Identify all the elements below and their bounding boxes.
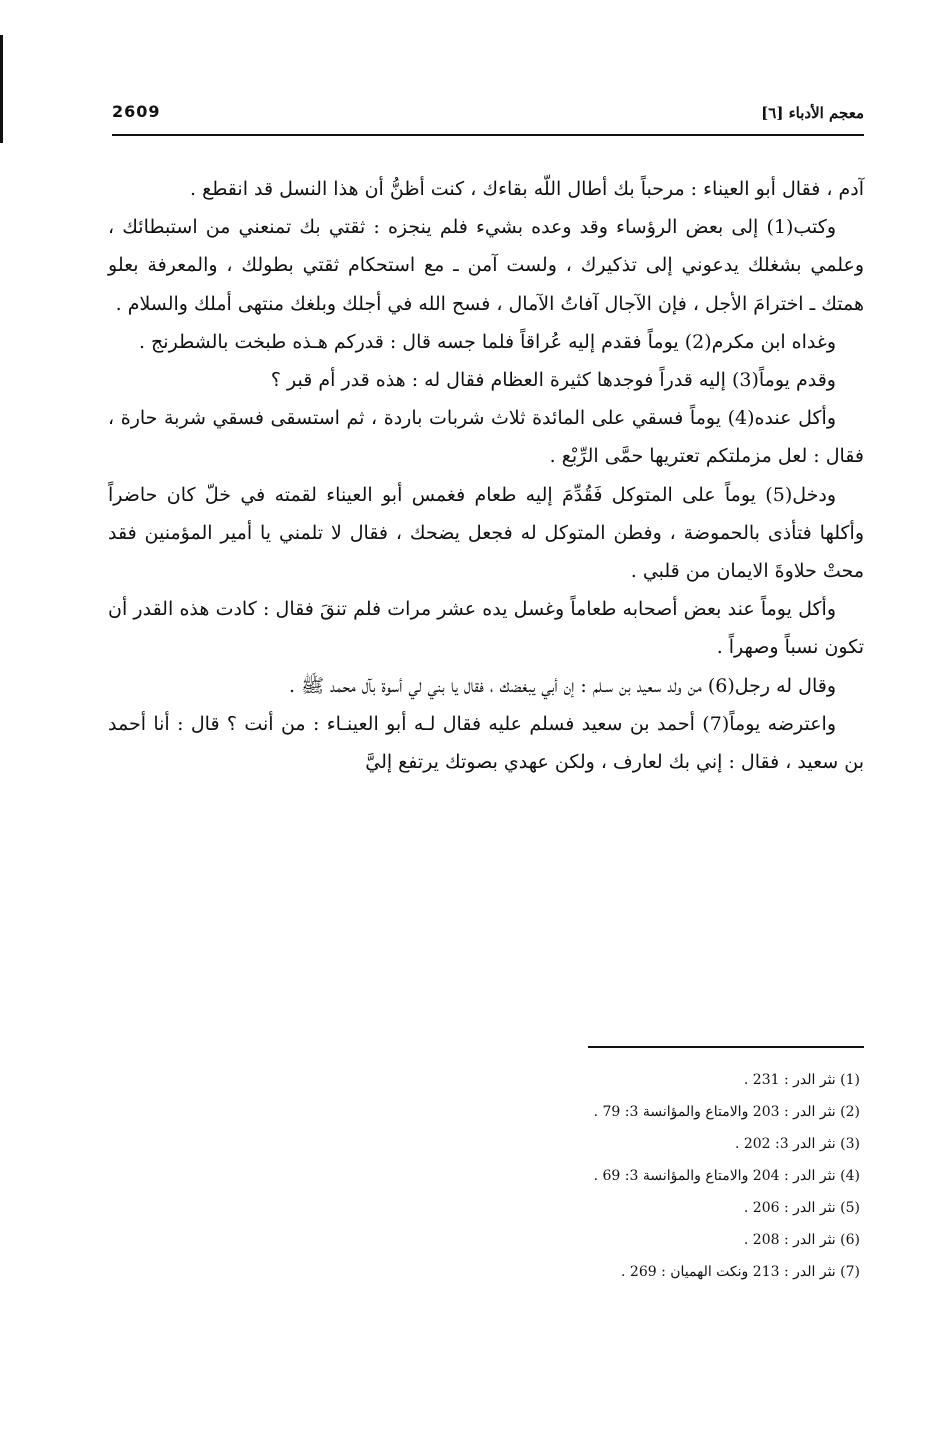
footnotes xyxy=(400,1064,860,1288)
paragraph: وقدم يوماً(3) إليه قدراً فوجدها كثيرة العظام فقال له : هذه قدر أم قبر ؟ xyxy=(270,369,836,392)
scan-edge-rule xyxy=(0,35,3,143)
paragraph: ودخل(5) يوماً على المتوكل فَقُدِّمَ إليه طعام فغمس أبو العيناء لقمته في خلّ كان حاضراً وأكلها فتأذى بالحموضة ، وفطن المتوكل له فجعل يضحك ، فقال لا تلمني يا أمير المؤمنين فقد محتْ حلاوةَ الايمان من قلبي . xyxy=(108,483,864,583)
paragraph: واعترضه يوماً(7) أحمد بن سعيد فسلم عليه فقال لـه أبو العينـاء : من أنت ؟ قال : أنا أحمد بن سعيد ، فقال : إني بك لعارف ، ولكن عهدي بصوتك يرتفع إليَّ xyxy=(108,712,864,774)
page-number: 2609 xyxy=(112,102,161,121)
footnote: (7) نثر الدر : 213 ونكت الهميان : 269 . xyxy=(621,1264,860,1280)
footnote: (4) نثر الدر : 204 والامتاع والمؤانسة 3: 69 . xyxy=(593,1168,860,1184)
footnote: (6) نثر الدر : 208 . xyxy=(743,1232,860,1248)
footnote: (3) نثر الدر 3: 202 . xyxy=(734,1136,860,1152)
paragraph: آدم ، فقال أبو العيناء : مرحباً بك أطال اللّه بقاءك ، كنت أظنُّ أن هذا النسل قد انقطع . xyxy=(190,178,864,200)
page-header xyxy=(112,100,864,136)
paragraph: وأكل يوماً عند بعض أصحابه طعاماً وغسل يده عشر مرات فلم تنقَ فقال : كادت هذه القدر أن تكون نسباً وصهراً . xyxy=(108,598,864,659)
body-text xyxy=(108,170,864,781)
paragraph: وغداه ابن مكرم(2) يوماً فقدم إليه عُراقاً فلما جسه قال : قدركم هـذه طبخت بالشطرنج . xyxy=(138,330,836,353)
paragraph: وكتب(1) إلى بعض الرؤساء وقد وعده بشيء فلم ينجزه : ثقتي بك تمنعني من استبطائك ، وعلمي بشغلك يدعوني إلى تذكيرك ، ولست آمن ـ مع استحكام ثقتي بطولك ، والمعرفة بعلو همتك ـ اخترامَ الأجل ، فإن الآجال آفاتُ الآمال ، فسح الله في أجلك وبلغك منتهى أملك والسلام . xyxy=(108,216,864,315)
footnote: (2) نثر الدر : 203 والامتاع والمؤانسة 3: 79 . xyxy=(593,1104,860,1120)
header-rule xyxy=(112,134,864,136)
running-title: معجم الأدباء [٦] xyxy=(761,104,864,122)
paragraph: وقال له رجل(6) من ولد سعيد بن سـلم : إن أبي يبغضك ، فقال يا بني لي أسوة بآل محمد ﷺ . xyxy=(288,674,836,697)
paragraph: وأكل عنده(4) يوماً فسقي على المائدة ثلاث شربات باردة ، ثم استسقى فسقي شربة حارة ، فقال : لعل مزملتكم تعتريها حمَّى الرِّبْع . xyxy=(108,407,864,468)
footnote: (5) نثر الدر : 206 . xyxy=(743,1200,860,1216)
footnote-rule xyxy=(588,1046,864,1048)
footnote: (1) نثر الدر : 231 . xyxy=(743,1072,860,1088)
